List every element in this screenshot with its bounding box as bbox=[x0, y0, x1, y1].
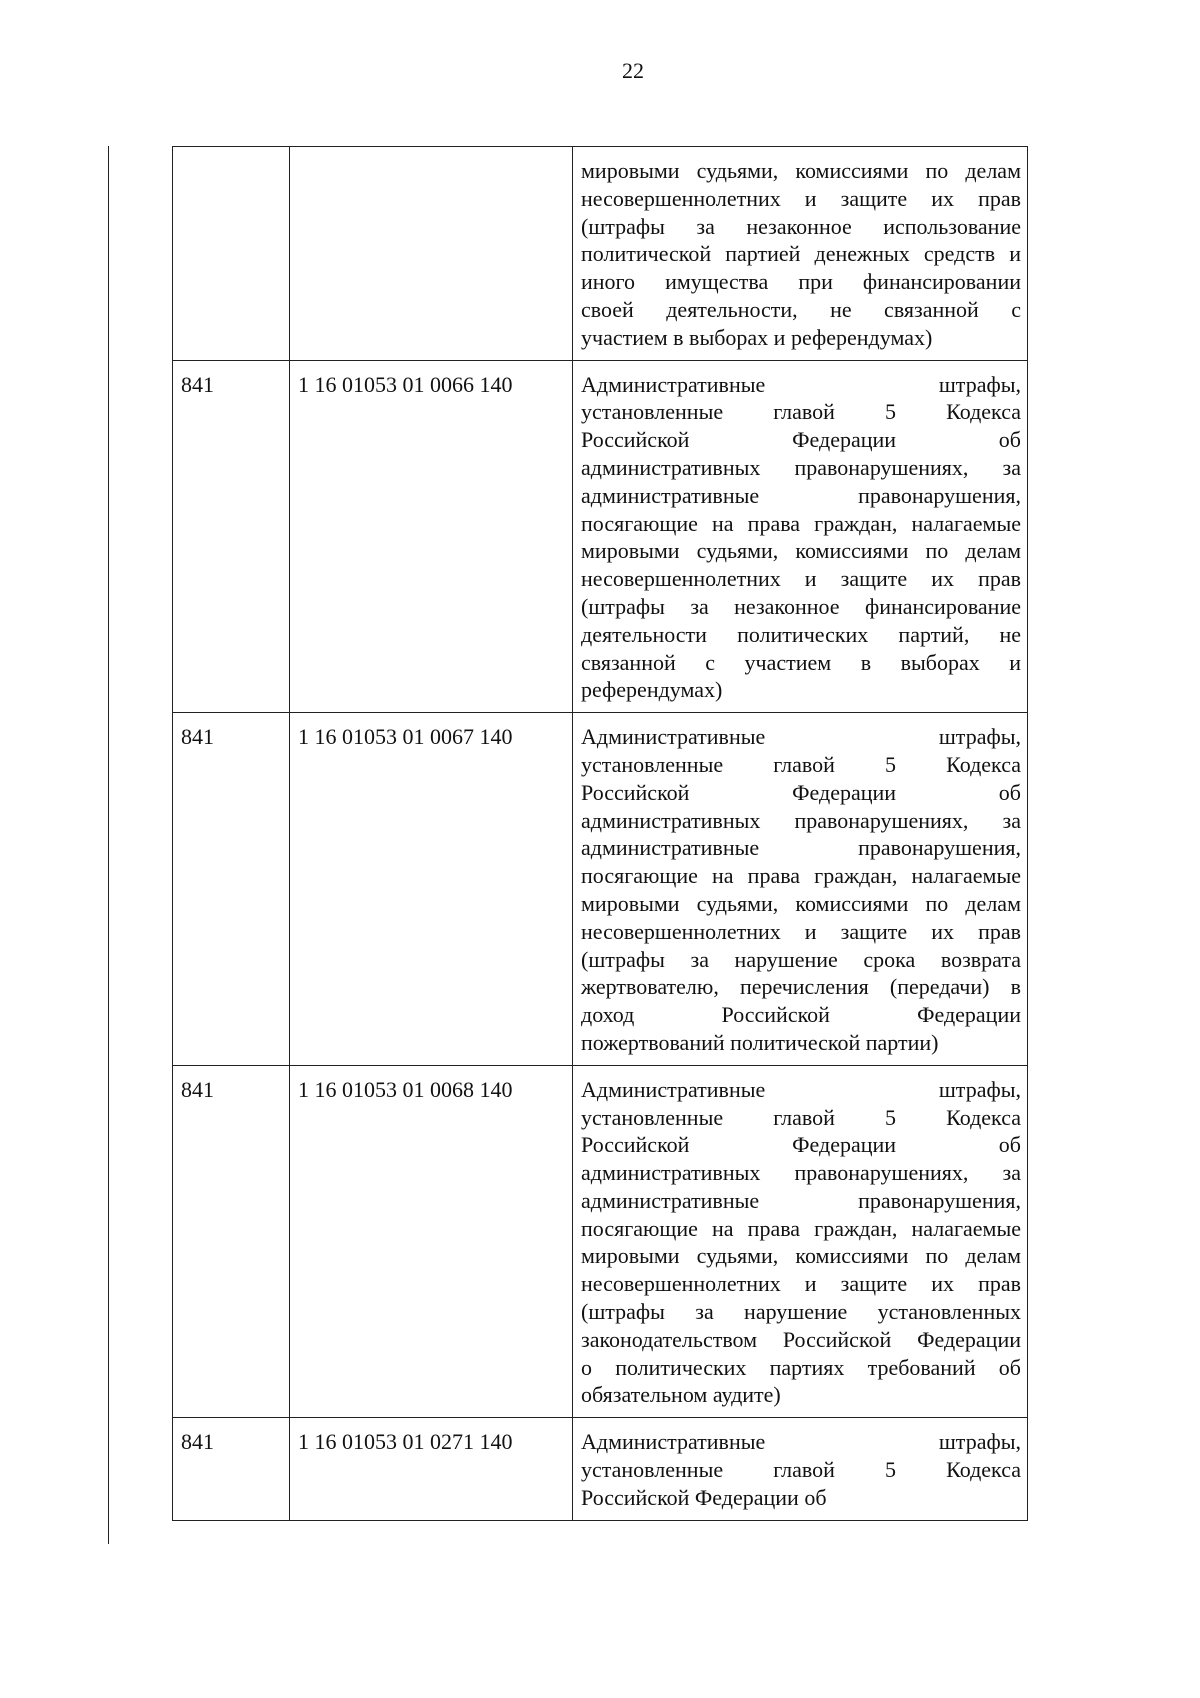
text-line: пожертвований политической партии) bbox=[581, 1029, 939, 1055]
text-line: установленные главой 5 Кодекса bbox=[581, 751, 1021, 777]
text-line: административных правонарушениях, за bbox=[581, 807, 1021, 833]
text-line: посягающие на права граждан, налагаемые bbox=[581, 510, 1021, 536]
kbk-code-cell: 1 16 01053 01 0271 140 bbox=[290, 1418, 573, 1520]
text-line: обязательном аудите) bbox=[581, 1382, 781, 1408]
text-line: Российской Федерации об bbox=[581, 1484, 827, 1510]
admin-code-cell: 841 bbox=[173, 1065, 290, 1418]
kbk-code-cell: 1 16 01053 01 0068 140 bbox=[290, 1065, 573, 1418]
left-margin-rule bbox=[108, 146, 109, 1544]
text-line: административные правонарушения, bbox=[581, 1187, 1021, 1213]
text-line: законодательством Российской Федерации bbox=[581, 1326, 1021, 1352]
text-line: Административные штрафы, bbox=[581, 724, 1021, 750]
text-line: доход Российской Федерации bbox=[581, 1002, 1021, 1028]
page-number: 22 bbox=[622, 58, 644, 83]
text-line: установленные главой 5 Кодекса bbox=[581, 1457, 1021, 1483]
text-line: деятельности политических партий, не bbox=[581, 621, 1021, 647]
revenue-name-cell bbox=[573, 147, 1028, 361]
text-line: (штрафы за незаконное финансирование bbox=[581, 593, 1021, 619]
text-line: Российской Федерации об bbox=[581, 427, 1021, 453]
text-line: административных правонарушениях, за bbox=[581, 454, 1021, 480]
text-line: (штрафы за незаконное использование bbox=[581, 213, 1021, 239]
text-line: установленные главой 5 Кодекса bbox=[581, 399, 1021, 425]
admin-code-cell: 841 bbox=[173, 713, 290, 1066]
text-line: политической партией денежных средств и bbox=[581, 241, 1021, 267]
table-row bbox=[173, 1418, 1028, 1520]
text-line: (штрафы за нарушение срока возврата bbox=[581, 946, 1021, 972]
text-line: несовершеннолетних и защите их прав bbox=[581, 185, 1021, 211]
table-row bbox=[173, 713, 1028, 1066]
text-line: посягающие на права граждан, налагаемые bbox=[581, 1215, 1021, 1241]
revenue-name-cell bbox=[573, 713, 1028, 1066]
text-line: мировыми судьями, комиссиями по делам bbox=[581, 538, 1021, 564]
text-line: несовершеннолетних и защите их прав bbox=[581, 566, 1021, 592]
admin-code-cell bbox=[173, 147, 290, 361]
text-line: посягающие на права граждан, налагаемые bbox=[581, 863, 1021, 889]
text-line: административные правонарушения, bbox=[581, 835, 1021, 861]
text-line: мировыми судьями, комиссиями по делам bbox=[581, 890, 1021, 916]
table-row bbox=[173, 360, 1028, 713]
text-line: (штрафы за нарушение установленных bbox=[581, 1299, 1021, 1325]
text-line: жертвователю, перечисления (передачи) в bbox=[581, 974, 1021, 1000]
text-line: несовершеннолетних и защите их прав bbox=[581, 1271, 1021, 1297]
revenue-name-cell bbox=[573, 1065, 1028, 1418]
kbk-code-cell: 1 16 01053 01 0066 140 bbox=[290, 360, 573, 713]
text-line: Российской Федерации об bbox=[581, 779, 1021, 805]
revenue-name-cell bbox=[573, 1418, 1028, 1520]
kbk-code-cell: 1 16 01053 01 0067 140 bbox=[290, 713, 573, 1066]
admin-code-cell: 841 bbox=[173, 1418, 290, 1520]
kbk-code-cell bbox=[290, 147, 573, 361]
text-line: своей деятельности, не связанной с bbox=[581, 296, 1021, 322]
text-line: иного имущества при финансировании bbox=[581, 269, 1021, 295]
text-line: несовершеннолетних и защите их прав bbox=[581, 918, 1021, 944]
text-line: Административные штрафы, bbox=[581, 1429, 1021, 1455]
admin-code-cell: 841 bbox=[173, 360, 290, 713]
text-line: Российской Федерации об bbox=[581, 1132, 1021, 1158]
text-line: административные правонарушения, bbox=[581, 482, 1021, 508]
text-line: Административные штрафы, bbox=[581, 371, 1021, 397]
text-line: участием в выборах и референдумах) bbox=[581, 324, 933, 350]
text-line: связанной с участием в выборах и bbox=[581, 649, 1021, 675]
text-line: мировыми судьями, комиссиями по делам bbox=[581, 1243, 1021, 1269]
table-row bbox=[173, 1065, 1028, 1418]
table-row bbox=[173, 147, 1028, 361]
text-line: административных правонарушениях, за bbox=[581, 1160, 1021, 1186]
revenue-name-cell bbox=[573, 360, 1028, 713]
text-line: референдумах) bbox=[581, 677, 723, 703]
text-line: мировыми судьями, комиссиями по делам bbox=[581, 158, 1021, 183]
budget-codes-table bbox=[172, 146, 1028, 1521]
text-line: установленные главой 5 Кодекса bbox=[581, 1104, 1021, 1130]
text-line: о политических партиях требований об bbox=[581, 1354, 1021, 1380]
text-line: Административные штрафы, bbox=[581, 1076, 1021, 1102]
